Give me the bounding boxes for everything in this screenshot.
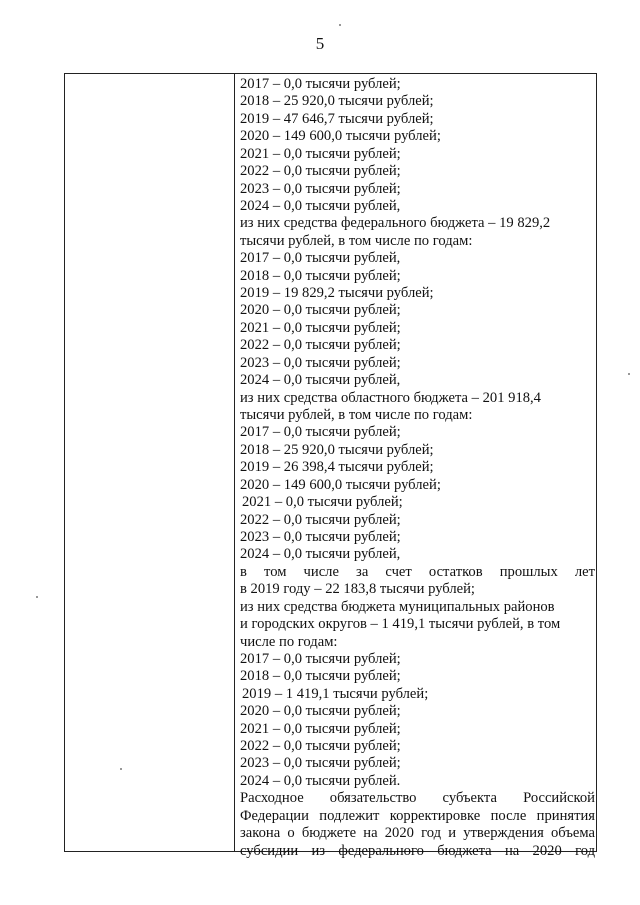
text-line: тысячи рублей, в том числе по годам: [240, 407, 473, 424]
scan-speck [339, 24, 341, 26]
text-line: 2018 – 0,0 тысячи рублей; [240, 668, 401, 685]
text-line: 2019 – 26 398,4 тысячи рублей; [240, 459, 434, 476]
text-line: 2017 – 0,0 тысячи рублей, [240, 250, 401, 267]
text-line: 2018 – 25 920,0 тысячи рублей; [240, 93, 434, 110]
text-line: 2020 – 149 600,0 тысячи рублей; [240, 476, 441, 493]
text-line: в том числе за счет остатков прошлых лет [240, 563, 595, 580]
text-line: 2022 – 0,0 тысячи рублей; [240, 511, 401, 528]
text-line: 2020 – 149 600,0 тысячи рублей; [240, 128, 441, 145]
text-line: тысячи рублей, в том числе по годам: [240, 232, 473, 249]
text-line: 2024 – 0,0 тысячи рублей, [240, 372, 401, 389]
text-line: из них средства федерального бюджета – 19 829,2 [240, 215, 551, 232]
text-line: в 2019 году – 22 183,8 тысячи рублей; [240, 581, 475, 598]
scan-speck [36, 596, 38, 598]
text-line: 2020 – 0,0 тысячи рублей; [240, 302, 401, 319]
text-line: 2021 – 0,0 тысячи рублей; [242, 494, 403, 511]
text-line: 2022 – 0,0 тысячи рублей; [240, 738, 401, 755]
text-line: 2018 – 0,0 тысячи рублей; [240, 267, 401, 284]
text-line: 2021 – 0,0 тысячи рублей; [240, 145, 401, 162]
document-table [64, 73, 597, 859]
text-line: 2017 – 0,0 тысячи рублей; [240, 424, 401, 441]
text-line: 2021 – 0,0 тысячи рублей; [240, 319, 401, 336]
text-line: 2017 – 0,0 тысячи рублей; [240, 650, 401, 667]
text-line: 2023 – 0,0 тысячи рублей; [240, 528, 401, 545]
scan-speck [120, 768, 122, 770]
text-line: 2017 – 0,0 тысячи рублей; [240, 76, 401, 92]
scan-speck [628, 373, 630, 375]
text-line: Расходное обязательство субъекта Российской [240, 790, 595, 807]
text-line: 2019 – 1 419,1 тысячи рублей; [242, 685, 429, 702]
table-right-cell [240, 76, 595, 860]
text-line: 2022 – 0,0 тысячи рублей; [240, 337, 401, 354]
text-line: 2019 – 47 646,7 тысячи рублей; [240, 110, 434, 127]
text-line: 2019 – 19 829,2 тысячи рублей; [240, 285, 434, 302]
text-line: 2021 – 0,0 тысячи рублей; [240, 720, 401, 737]
text-line: из них средства областного бюджета – 201 918,4 [240, 389, 541, 406]
text-line: субсидии из федерального бюджета на 2020 год [240, 842, 595, 859]
text-line: и городских округов – 1 419,1 тысячи рублей, в том [240, 616, 561, 633]
text-line: числе по годам: [240, 633, 338, 650]
text-line: 2023 – 0,0 тысячи рублей; [240, 354, 401, 371]
text-line: 2020 – 0,0 тысячи рублей; [240, 703, 401, 720]
text-line: из них средства бюджета муниципальных районов [240, 598, 555, 615]
text-line: 2024 – 0,0 тысячи рублей, [240, 197, 401, 214]
text-line: 2022 – 0,0 тысячи рублей; [240, 163, 401, 180]
page-number: 5 [315, 34, 325, 53]
text-line: 2024 – 0,0 тысячи рублей, [240, 546, 401, 563]
text-line: 2023 – 0,0 тысячи рублей; [240, 180, 401, 197]
text-line: 2018 – 25 920,0 тысячи рублей; [240, 441, 434, 458]
text-line: 2024 – 0,0 тысячи рублей. [240, 772, 401, 789]
text-line: Федерации подлежит корректировке после принятия [240, 807, 595, 824]
text-line: 2023 – 0,0 тысячи рублей; [240, 755, 401, 772]
text-line: закона о бюджете на 2020 год и утверждения объема [240, 825, 595, 842]
table-left-cell [65, 74, 235, 851]
